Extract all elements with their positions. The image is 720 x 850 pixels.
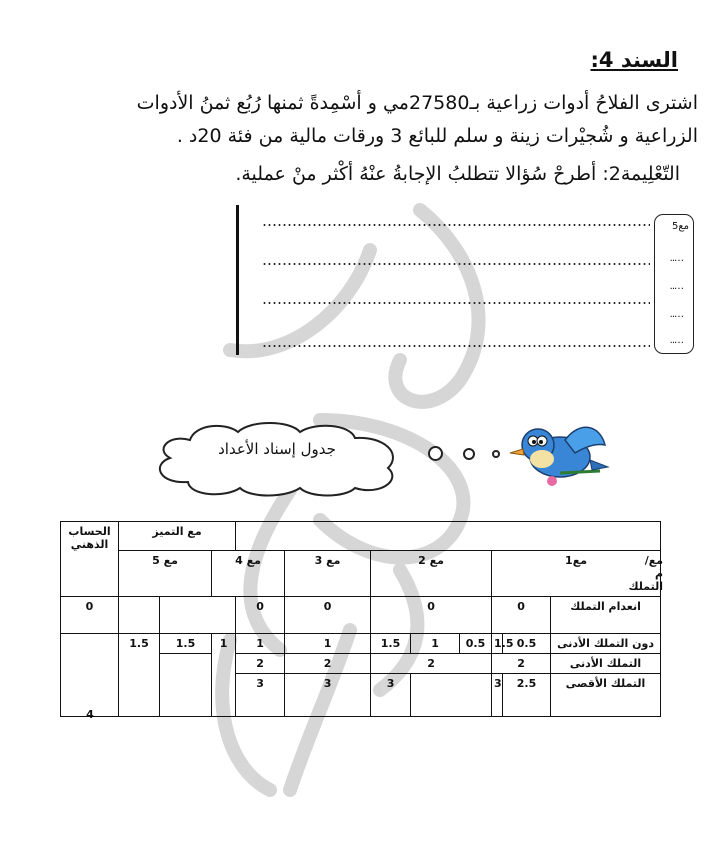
cell-value: 2: [492, 654, 551, 674]
instruction-text: التّعْلِيمة2: أطرحْ سُؤالا تتطلبُ الإجابةُ عنْهُ أكْثر منْ عملية.: [235, 163, 680, 185]
score-dots: …..: [669, 281, 683, 292]
answer-line-1[interactable]: [262, 224, 650, 226]
cell-value: 0.5: [460, 634, 492, 654]
cell-value: 2: [236, 654, 285, 674]
cell-value: 0: [492, 597, 551, 634]
cell-empty: [61, 634, 119, 717]
problem-line-2: الزراعية و شُجيْرات زينة و سلم للبائع 3 ورقات مالية من فئة 20د .: [176, 125, 698, 147]
cell-value: 1: [212, 634, 236, 717]
cell-value: 1: [236, 634, 285, 654]
cell-value-mental-max: 4: [86, 708, 94, 721]
cell-value: 1: [411, 634, 460, 654]
cell-value: 1.5: [371, 634, 411, 654]
answer-line-2[interactable]: [262, 263, 650, 265]
cell-value: 1.5: [492, 634, 503, 654]
cell-empty: [411, 674, 492, 717]
grading-table: الحساب الذهني مع التميز مع 5 مع 4 مع 3 مع 2 مع1 مع/ م التملك 0 0 0 0 0 انعدام التملك 1.5 1.5 1 1 1 1.5 1 0.5 1.5 0.5 دون التملك الأدنى 2 2 2 2 التملك الأدنى 3 3 3 3 2.5 التملك الأقصى: [60, 521, 661, 717]
header-m3: مع 3: [285, 551, 371, 597]
thought-bubble: [463, 448, 475, 460]
cell-value: 1.5: [160, 634, 212, 654]
cell-value: 3: [492, 674, 503, 717]
section-title: السند 4:: [590, 48, 678, 72]
cell-value: 0.5: [503, 634, 551, 654]
header-excellence: مع التميز: [119, 522, 236, 551]
cell-empty: [119, 597, 160, 634]
problem-line-1: اشترى الفلاحُ أدوات زراعية بـ27580مي و أسْمِدةً ثمنها رُبُع ثمنُ الأدوات: [136, 92, 698, 114]
cell-value: 1: [285, 634, 371, 654]
header-m5: مع 5: [119, 551, 212, 597]
criterion-label: مع5: [671, 221, 689, 232]
score-dots: …..: [669, 253, 683, 264]
header-m4: مع 4: [212, 551, 285, 597]
cell-value: 3: [371, 674, 411, 717]
thought-bubble: [492, 450, 500, 458]
cell-value: 0: [61, 597, 119, 634]
cell-value: 2: [285, 654, 371, 674]
row-label: دون التملك الأدنى: [551, 634, 661, 654]
bird-illustration: [500, 415, 610, 490]
thought-cloud: [150, 418, 405, 498]
row-label: التملك الأقصى: [551, 674, 661, 717]
answer-line-3[interactable]: [262, 302, 650, 304]
criterion-score-box: [654, 214, 694, 354]
header-m1: مع1: [492, 551, 661, 597]
thought-bubble: [428, 446, 443, 461]
answer-divider: [236, 205, 239, 355]
cell-value: 2: [371, 654, 492, 674]
row-label: التملك الأدنى: [551, 654, 661, 674]
header-m2: مع 2: [371, 551, 492, 597]
cloud-label: جدول إسناد الأعداد: [218, 440, 336, 458]
score-dots: …..: [669, 335, 683, 346]
row-label: انعدام التملك: [551, 597, 661, 634]
cell-value: 3: [285, 674, 371, 717]
score-dots: …..: [669, 309, 683, 320]
cell-value: 0: [285, 597, 371, 634]
header-spacer: [236, 522, 661, 551]
cell-empty: [160, 597, 236, 634]
cell-empty: [160, 654, 212, 717]
cell-value: 0: [371, 597, 492, 634]
cell-value: 2.5: [503, 674, 551, 717]
cell-value: 1.5: [119, 634, 160, 717]
cell-value: 3: [236, 674, 285, 717]
answer-line-4[interactable]: [262, 345, 650, 347]
cell-value: 0: [236, 597, 285, 634]
header-mental-math: الحساب الذهني: [61, 522, 119, 597]
watermark-signature: [170, 190, 550, 810]
